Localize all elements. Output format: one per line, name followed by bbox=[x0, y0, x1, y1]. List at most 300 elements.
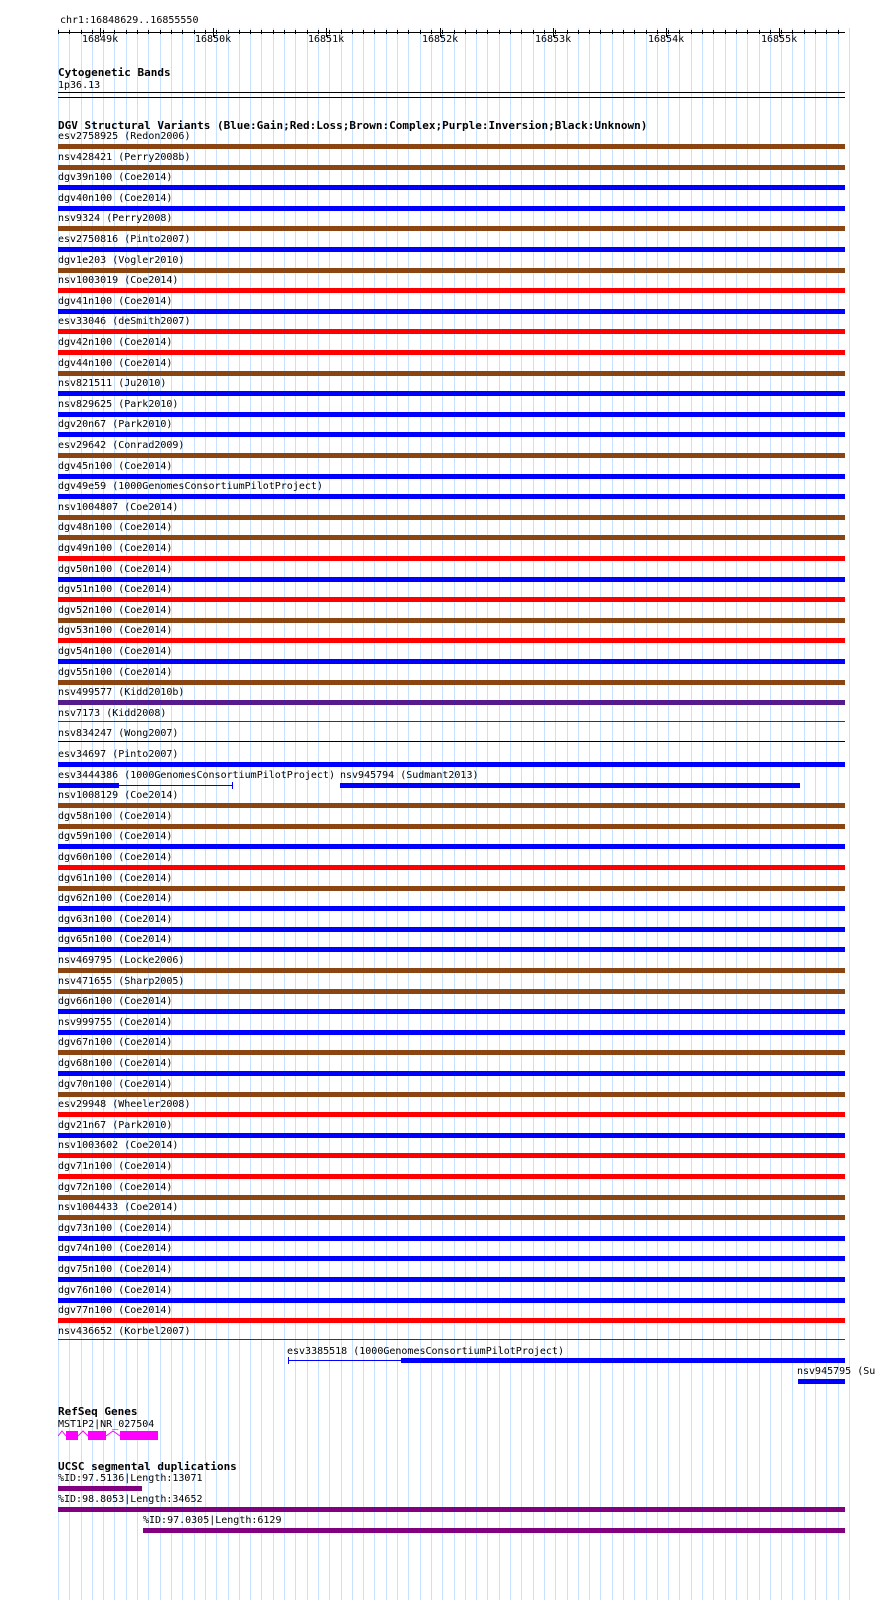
dgv-variant-bar[interactable] bbox=[58, 1195, 845, 1200]
dgv-row-label[interactable] bbox=[58, 625, 172, 636]
ruler-minor-tick bbox=[284, 30, 285, 34]
dgv-row-label[interactable] bbox=[58, 1285, 172, 1296]
dgv-variant-id: nsv436652 bbox=[58, 1326, 113, 1337]
dgv-row-label[interactable] bbox=[58, 378, 166, 389]
dgv-row-label[interactable] bbox=[58, 687, 184, 698]
dgv-variant-id: esv2750816 bbox=[58, 234, 119, 245]
ruler-minor-tick bbox=[634, 30, 635, 34]
dgv-row-label[interactable] bbox=[58, 213, 172, 224]
dgv-variant-bar[interactable] bbox=[58, 474, 845, 479]
dgv-label-extra1[interactable]: esv3385518 (1000GenomesConsortiumPilotProject) bbox=[287, 1346, 564, 1357]
dgv-variant-source: (Conrad2009) bbox=[112, 440, 185, 451]
dgv-variant-bar[interactable] bbox=[58, 1256, 845, 1261]
dgv-variant-bar[interactable] bbox=[58, 577, 845, 582]
dgv-row-label[interactable] bbox=[58, 1140, 178, 1151]
dgv-variant-bar[interactable] bbox=[58, 927, 845, 932]
dgv-row-label[interactable] bbox=[58, 976, 184, 987]
dgv-variant-source: (Coe2014) bbox=[118, 1305, 173, 1316]
ruler-minor-tick bbox=[273, 30, 274, 34]
ruler-minor-tick bbox=[770, 30, 771, 34]
dgv-variant-bar[interactable] bbox=[58, 556, 845, 561]
dgv-variant-source: (Coe2014) bbox=[118, 1058, 173, 1069]
dgv-variant-bar[interactable] bbox=[58, 989, 845, 994]
dgv-row-label[interactable] bbox=[58, 1223, 172, 1234]
dgv-variant-bar[interactable] bbox=[58, 597, 845, 602]
dgv-row-label[interactable] bbox=[58, 1058, 172, 1069]
dgv-label-extra2[interactable]: nsv945795 (Su bbox=[797, 1366, 876, 1377]
dgv-variant-bar[interactable] bbox=[58, 371, 845, 376]
dgv-row-label[interactable] bbox=[58, 481, 323, 492]
dgv-row-label[interactable] bbox=[58, 893, 172, 904]
ruler-minor-tick bbox=[792, 30, 793, 34]
dgv-variant-bar[interactable] bbox=[58, 144, 845, 149]
dgv-variant-bar[interactable] bbox=[58, 824, 845, 829]
dgv-row-label[interactable] bbox=[58, 399, 178, 410]
ruler-minor-tick bbox=[194, 30, 195, 34]
dgv-variant-id: nsv499577 bbox=[58, 687, 113, 698]
dgv-variant-id: dgv45n100 bbox=[58, 461, 113, 472]
dgv-variant-bar[interactable] bbox=[58, 783, 119, 788]
dgv-row-label[interactable] bbox=[58, 543, 172, 554]
dgv-variant-bar[interactable] bbox=[58, 432, 845, 437]
ruler-minor-tick bbox=[420, 30, 421, 34]
ruler-minor-tick bbox=[341, 30, 342, 34]
dgv-variant-id: nsv7173 bbox=[58, 708, 101, 719]
dgv-bar-extra1[interactable] bbox=[401, 1358, 845, 1363]
dgv-variant-cap bbox=[232, 782, 233, 789]
dgv-row-label[interactable] bbox=[58, 131, 190, 142]
dgv-variant-id: nsv821511 bbox=[58, 378, 113, 389]
dgv-variant-id: dgv76n100 bbox=[58, 1285, 113, 1296]
cytoband-label: 1p36.13 bbox=[58, 80, 101, 91]
dgv-variant-id: dgv49e59 bbox=[58, 481, 107, 492]
dgv-variant-bar[interactable] bbox=[58, 1215, 845, 1220]
dgv-variant-bar[interactable] bbox=[58, 865, 845, 870]
ruler-minor-tick bbox=[725, 30, 726, 34]
dgv-variant-id: dgv41n100 bbox=[58, 296, 113, 307]
dgv-variant-id: dgv62n100 bbox=[58, 893, 113, 904]
dgv-variant-bar[interactable] bbox=[58, 886, 845, 891]
dgv-variant-bar[interactable] bbox=[58, 659, 845, 664]
segdup-title: UCSC segmental duplications bbox=[58, 1460, 237, 1473]
dgv-variant-source: (Locke2006) bbox=[118, 955, 185, 966]
dgv-bar-extra2[interactable] bbox=[798, 1379, 845, 1384]
dgv-variant-id: dgv52n100 bbox=[58, 605, 113, 616]
dgv-variant-id: dgv65n100 bbox=[58, 934, 113, 945]
dgv-variant-bar[interactable] bbox=[58, 1009, 845, 1014]
dgv-row-label[interactable] bbox=[58, 708, 166, 719]
dgv-variant-source: (Coe2014) bbox=[124, 1202, 179, 1213]
dgv-row-label[interactable] bbox=[58, 502, 178, 513]
dgv-variant-source: (Coe2014) bbox=[118, 1243, 173, 1254]
dgv-variant-source: (1000GenomesConsortiumPilotProject) bbox=[112, 481, 323, 492]
ruler-minor-tick bbox=[815, 30, 816, 34]
dgv-variant-bar[interactable] bbox=[58, 247, 845, 252]
dgv-row-label[interactable] bbox=[58, 873, 172, 884]
dgv-row-label[interactable] bbox=[58, 1017, 172, 1028]
dgv-row-label[interactable] bbox=[58, 1182, 172, 1193]
segdup-bar-2[interactable] bbox=[58, 1507, 845, 1512]
dgv-variant-bar[interactable] bbox=[58, 700, 845, 705]
ruler-minor-tick bbox=[713, 30, 714, 34]
ruler-minor-tick bbox=[431, 30, 432, 34]
dgv-variant-source: (Coe2014) bbox=[118, 811, 173, 822]
dgv-row-label[interactable] bbox=[58, 955, 184, 966]
ruler-minor-tick bbox=[804, 30, 805, 34]
dgv-variant-bar[interactable] bbox=[58, 453, 845, 458]
dgv-row-label[interactable] bbox=[58, 255, 184, 266]
dgv-variant-source: (Coe2014) bbox=[118, 193, 173, 204]
dgv-variant-bar[interactable] bbox=[58, 947, 845, 952]
dgv-variant-id: esv29948 bbox=[58, 1099, 107, 1110]
dgv-row-label[interactable] bbox=[58, 831, 172, 842]
dgv-variant-bar-secondary[interactable] bbox=[340, 783, 800, 788]
dgv-row-label[interactable] bbox=[58, 1120, 172, 1131]
dgv-row-label[interactable] bbox=[58, 914, 172, 925]
dgv-variant-bar[interactable] bbox=[58, 391, 845, 396]
ruler-minor-tick bbox=[578, 30, 579, 34]
dgv-variant-source: (Ju2010) bbox=[118, 378, 167, 389]
ruler-minor-tick bbox=[81, 30, 82, 34]
segdup-bar-3[interactable] bbox=[143, 1528, 845, 1533]
dgv-row-label[interactable] bbox=[58, 152, 190, 163]
ruler-minor-tick bbox=[544, 30, 545, 34]
ruler-minor-tick bbox=[487, 30, 488, 34]
ruler-tick-label: 16853k bbox=[535, 34, 572, 45]
dgv-variant-bar[interactable] bbox=[58, 1071, 845, 1076]
ruler-minor-tick bbox=[352, 30, 353, 34]
ruler-minor-tick bbox=[250, 30, 251, 34]
dgv-variant-source: (Coe2014) bbox=[118, 461, 173, 472]
dgv-variant-source: (Perry2008b) bbox=[118, 152, 191, 163]
dgv-row-label[interactable] bbox=[58, 1037, 172, 1048]
ruler-minor-tick bbox=[160, 30, 161, 34]
dgv-variant-id: dgv71n100 bbox=[58, 1161, 113, 1172]
dgv-row-label[interactable] bbox=[58, 1079, 172, 1090]
ruler-minor-tick bbox=[318, 30, 319, 34]
ruler-minor-tick bbox=[386, 30, 387, 34]
dgv-row-label[interactable] bbox=[58, 770, 335, 781]
ruler-minor-tick bbox=[329, 30, 330, 34]
dgv-variant-bar[interactable] bbox=[58, 535, 845, 540]
dgv-variant-source: (Coe2014) bbox=[124, 1140, 179, 1151]
dgv-variant-source: (Coe2014) bbox=[118, 1223, 173, 1234]
ruler-minor-tick bbox=[126, 30, 127, 34]
dgv-variant-id: esv33046 bbox=[58, 316, 107, 327]
dgv-row-label[interactable] bbox=[58, 1161, 172, 1172]
dgv-variant-bar[interactable] bbox=[58, 1030, 845, 1035]
dgv-variant-bar[interactable] bbox=[58, 1236, 845, 1241]
dgv-variant-line[interactable] bbox=[119, 785, 233, 786]
dgv-variant-id: nsv1004807 bbox=[58, 502, 119, 513]
dgv-variant-bar[interactable] bbox=[58, 206, 845, 211]
ruler-minor-tick bbox=[612, 30, 613, 34]
dgv-row-label[interactable] bbox=[58, 564, 172, 575]
dgv-row-label[interactable] bbox=[58, 790, 178, 801]
dgv-variant-bar[interactable] bbox=[58, 1298, 845, 1303]
ruler-tick-label: 16855k bbox=[761, 34, 798, 45]
ruler-tick-label: 16850k bbox=[195, 34, 232, 45]
dgv-variant-bar[interactable] bbox=[58, 412, 845, 417]
dgv-variant-bar[interactable] bbox=[58, 721, 845, 722]
dgv-row-label[interactable] bbox=[58, 296, 172, 307]
dgv-variant-source: (Coe2014) bbox=[118, 564, 173, 575]
ruler-minor-tick bbox=[261, 30, 262, 34]
dgv-variant-bar[interactable] bbox=[58, 1153, 845, 1158]
dgv-variant-id: dgv51n100 bbox=[58, 584, 113, 595]
dgv-row-label[interactable] bbox=[58, 1202, 178, 1213]
dgv-row-label[interactable] bbox=[58, 440, 184, 451]
dgv-variant-source: (Sharp2005) bbox=[118, 976, 185, 987]
dgv-variant-bar[interactable] bbox=[58, 844, 845, 849]
dgv-variant-bar[interactable] bbox=[58, 741, 845, 742]
dgv-variant-source: (Coe2014) bbox=[118, 914, 173, 925]
dgv-variant-bar[interactable] bbox=[58, 329, 845, 334]
region-label: chr1:16848629..16855550 bbox=[60, 15, 199, 26]
dgv-variant-source: (Coe2014) bbox=[118, 852, 173, 863]
ruler-minor-tick bbox=[533, 30, 534, 34]
dgv-variant-bar[interactable] bbox=[58, 494, 845, 499]
dgv-variant-source: (Coe2014) bbox=[118, 1264, 173, 1275]
dgv-variant-id: dgv20n67 bbox=[58, 419, 107, 430]
dgv-variant-id: nsv9324 bbox=[58, 213, 101, 224]
dgv-row-label[interactable] bbox=[58, 172, 172, 183]
ruler-minor-tick bbox=[239, 30, 240, 34]
dgv-variant-id: dgv39n100 bbox=[58, 172, 113, 183]
dgv-row-label[interactable] bbox=[58, 996, 172, 1007]
dgv-row-label[interactable] bbox=[58, 852, 172, 863]
dgv-variant-source: (Coe2014) bbox=[118, 1017, 173, 1028]
ruler-minor-tick bbox=[92, 30, 93, 34]
dgv-variant-bar[interactable] bbox=[58, 906, 845, 911]
dgv-variant-bar[interactable] bbox=[58, 968, 845, 973]
dgv-variant-source: (Kidd2008) bbox=[106, 708, 167, 719]
dgv-row-label[interactable] bbox=[58, 728, 178, 739]
segdup-bar-1[interactable] bbox=[58, 1486, 142, 1491]
cytoband-line-bottom bbox=[58, 97, 845, 98]
dgv-variant-bar[interactable] bbox=[58, 268, 845, 273]
dgv-variant-id: nsv834247 bbox=[58, 728, 113, 739]
dgv-row-label[interactable] bbox=[58, 1099, 190, 1110]
segdup-label-1[interactable]: %ID:97.5136|Length:13071 bbox=[58, 1473, 203, 1484]
dgv-variant-source: (Park2010) bbox=[112, 419, 173, 430]
dgv-variant-bar[interactable] bbox=[58, 803, 845, 808]
dgv-variant-id: dgv68n100 bbox=[58, 1058, 113, 1069]
dgv-row-label[interactable] bbox=[58, 934, 172, 945]
dgv-variant-source: (Coe2014) bbox=[118, 934, 173, 945]
dgv-variant-id: dgv44n100 bbox=[58, 358, 113, 369]
dgv-variant-bar[interactable] bbox=[58, 165, 845, 170]
ruler-minor-tick bbox=[171, 30, 172, 34]
dgv-variant-source: (Coe2014) bbox=[118, 996, 173, 1007]
dgv-variant-bar[interactable] bbox=[58, 680, 845, 685]
dgv-variant-source: (Coe2014) bbox=[118, 1037, 173, 1048]
dgv-row-label[interactable] bbox=[58, 1305, 172, 1316]
dgv-row-label[interactable] bbox=[58, 419, 172, 430]
ruler-minor-tick bbox=[668, 30, 669, 34]
ruler-minor-tick bbox=[691, 30, 692, 34]
dgv-variant-bar[interactable] bbox=[58, 226, 845, 231]
ruler-minor-tick bbox=[702, 30, 703, 34]
ruler-minor-tick bbox=[499, 30, 500, 34]
segdup-label-3[interactable]: %ID:97.0305|Length:6129 bbox=[143, 1515, 282, 1526]
dgv-row-label[interactable] bbox=[58, 316, 190, 327]
dgv-variant-bar[interactable] bbox=[58, 1050, 845, 1055]
dgv-variant-source: (Wong2007) bbox=[118, 728, 179, 739]
dgv-variant-id: nsv1008129 bbox=[58, 790, 119, 801]
ruler-minor-tick bbox=[307, 30, 308, 34]
dgv-variant-id: dgv49n100 bbox=[58, 543, 113, 554]
dgv-row-label[interactable] bbox=[58, 584, 172, 595]
refseq-gene-model[interactable] bbox=[58, 1428, 160, 1442]
dgv-variant-source: (Perry2008) bbox=[106, 213, 173, 224]
dgv-variant-source: (Korbel2007) bbox=[118, 1326, 191, 1337]
dgv-row-label[interactable] bbox=[58, 667, 172, 678]
ruler-minor-tick bbox=[657, 30, 658, 34]
dgv-variant-id: nsv1003019 bbox=[58, 275, 119, 286]
dgv-variant-bar[interactable] bbox=[58, 1339, 845, 1340]
segdup-label-2[interactable]: %ID:98.8053|Length:34652 bbox=[58, 1494, 203, 1505]
dgv-row-label[interactable] bbox=[58, 193, 172, 204]
dgv-variant-id: esv3444386 bbox=[58, 770, 119, 781]
dgv-variant-source: (Coe2014) bbox=[118, 337, 173, 348]
dgv-variant-source: (Coe2014) bbox=[118, 831, 173, 842]
ruler-minor-tick bbox=[216, 30, 217, 34]
ruler-minor-tick bbox=[781, 30, 782, 34]
ruler-minor-tick bbox=[589, 30, 590, 34]
dgv-row-label[interactable] bbox=[58, 234, 190, 245]
dgv-variant-id: nsv999755 bbox=[58, 1017, 113, 1028]
ruler-tick-label: 16852k bbox=[422, 34, 459, 45]
dgv-row-label[interactable] bbox=[58, 1243, 172, 1254]
dgv-variant-id: dgv21n67 bbox=[58, 1120, 107, 1131]
dgv-row-label[interactable] bbox=[58, 811, 172, 822]
dgv-variant-bar[interactable] bbox=[58, 1277, 845, 1282]
ruler-tick-label: 16854k bbox=[648, 34, 685, 45]
ruler-minor-tick bbox=[397, 30, 398, 34]
dgv-variant-id: dgv60n100 bbox=[58, 852, 113, 863]
dgv-variant-id: dgv63n100 bbox=[58, 914, 113, 925]
dgv-row-label[interactable] bbox=[58, 522, 172, 533]
dgv-variant-bar[interactable] bbox=[58, 1092, 845, 1097]
ruler-minor-tick bbox=[623, 30, 624, 34]
dgv-variant-source: (Coe2014) bbox=[118, 1285, 173, 1296]
ruler-tick-label: 16849k bbox=[82, 34, 119, 45]
dgv-row-label[interactable] bbox=[58, 646, 172, 657]
dgv-variant-id: dgv72n100 bbox=[58, 1182, 113, 1193]
dgv-variant-bar[interactable] bbox=[58, 1112, 845, 1117]
dgv-variant-source: (Vogler2010) bbox=[112, 255, 185, 266]
dgv-variant-source: (Coe2014) bbox=[124, 502, 179, 513]
dgv-variant-id: nsv1004433 bbox=[58, 1202, 119, 1213]
dgv-bar-extra1-line[interactable] bbox=[288, 1360, 401, 1361]
dgv-variant-bar[interactable] bbox=[58, 1133, 845, 1138]
ruler-minor-tick bbox=[374, 30, 375, 34]
ruler-minor-tick bbox=[567, 30, 568, 34]
dgv-variant-id: nsv428421 bbox=[58, 152, 113, 163]
dgv-variant-source: (Coe2014) bbox=[118, 522, 173, 533]
dgv-row-label[interactable] bbox=[58, 275, 178, 286]
dgv-variant-bar[interactable] bbox=[58, 1174, 845, 1179]
ruler-minor-tick bbox=[114, 30, 115, 34]
dgv-variant-bar[interactable] bbox=[58, 288, 845, 293]
dgv-variant-source: (Coe2014) bbox=[118, 296, 173, 307]
ruler-minor-tick bbox=[103, 30, 104, 34]
dgv-variant-id: nsv1003602 bbox=[58, 1140, 119, 1151]
dgv-title: DGV Structural Variants (Blue:Gain;Red:Loss;Brown:Complex;Purple:Inversion;Black:Unknown) bbox=[58, 119, 648, 132]
dgv-variant-id: esv34697 bbox=[58, 749, 107, 760]
dgv-variant-id: nsv829625 bbox=[58, 399, 113, 410]
dgv-variant-bar[interactable] bbox=[58, 1318, 845, 1323]
dgv-variant-id: dgv54n100 bbox=[58, 646, 113, 657]
dgv-variant-source: (Coe2014) bbox=[124, 275, 179, 286]
ruler-minor-tick bbox=[205, 30, 206, 34]
dgv-row-label[interactable] bbox=[58, 605, 172, 616]
dgv-bar-extra1-cap bbox=[288, 1357, 289, 1364]
ruler-minor-tick bbox=[736, 30, 737, 34]
dgv-variant-id: dgv59n100 bbox=[58, 831, 113, 842]
dgv-variant-source: (Kidd2010b) bbox=[118, 687, 185, 698]
ruler-minor-tick bbox=[69, 30, 70, 34]
dgv-variant-source: (Pinto2007) bbox=[112, 749, 179, 760]
dgv-variant-bar[interactable] bbox=[58, 638, 845, 643]
dgv-row-label[interactable] bbox=[58, 461, 172, 472]
ruler-minor-tick bbox=[442, 30, 443, 34]
dgv-variant-source: (Coe2014) bbox=[118, 873, 173, 884]
dgv-row-label[interactable] bbox=[58, 1326, 190, 1337]
dgv-variant-source: (Pinto2007) bbox=[124, 234, 191, 245]
dgv-row-label[interactable] bbox=[58, 337, 172, 348]
ruler-minor-tick bbox=[228, 30, 229, 34]
dgv-row-label-secondary[interactable]: nsv945794 (Sudmant2013) bbox=[340, 770, 479, 781]
dgv-variant-source: (Coe2014) bbox=[118, 584, 173, 595]
dgv-variant-id: esv2758925 bbox=[58, 131, 119, 142]
dgv-variant-id: dgv53n100 bbox=[58, 625, 113, 636]
dgv-variant-bar[interactable] bbox=[58, 309, 845, 314]
dgv-variant-source: (Coe2014) bbox=[118, 605, 173, 616]
dgv-variant-bar[interactable] bbox=[58, 618, 845, 623]
dgv-variant-id: dgv40n100 bbox=[58, 193, 113, 204]
ruler-minor-tick bbox=[295, 30, 296, 34]
dgv-variant-id: dgv67n100 bbox=[58, 1037, 113, 1048]
dgv-variant-source: (deSmith2007) bbox=[112, 316, 191, 327]
dgv-row-label[interactable] bbox=[58, 1264, 172, 1275]
ruler-minor-tick bbox=[510, 30, 511, 34]
dgv-variant-bar[interactable] bbox=[58, 185, 845, 190]
dgv-variant-bar[interactable] bbox=[58, 515, 845, 520]
ruler-minor-tick bbox=[747, 30, 748, 34]
dgv-variant-id: dgv77n100 bbox=[58, 1305, 113, 1316]
ruler-minor-tick bbox=[182, 30, 183, 34]
refseq-gene-label[interactable]: MST1P2|NR_027504 bbox=[58, 1419, 155, 1430]
ruler-minor-tick bbox=[363, 30, 364, 34]
dgv-variant-id: nsv469795 bbox=[58, 955, 113, 966]
dgv-variant-source: (Coe2014) bbox=[118, 1182, 173, 1193]
cytoband-line-top bbox=[58, 92, 845, 93]
ruler-minor-tick bbox=[58, 30, 59, 34]
dgv-variant-source: (Park2010) bbox=[112, 1120, 173, 1131]
dgv-row-label[interactable] bbox=[58, 749, 178, 760]
dgv-variant-source: (Wheeler2008) bbox=[112, 1099, 191, 1110]
dgv-variant-bar[interactable] bbox=[58, 350, 845, 355]
dgv-variant-bar[interactable] bbox=[58, 762, 845, 767]
ruler-axis bbox=[58, 32, 845, 33]
ruler-tick-label: 16851k bbox=[308, 34, 345, 45]
dgv-row-label[interactable] bbox=[58, 358, 172, 369]
dgv-variant-id: dgv1e203 bbox=[58, 255, 107, 266]
dgv-variant-source: (Coe2014) bbox=[118, 1161, 173, 1172]
ruler-minor-tick bbox=[521, 30, 522, 34]
